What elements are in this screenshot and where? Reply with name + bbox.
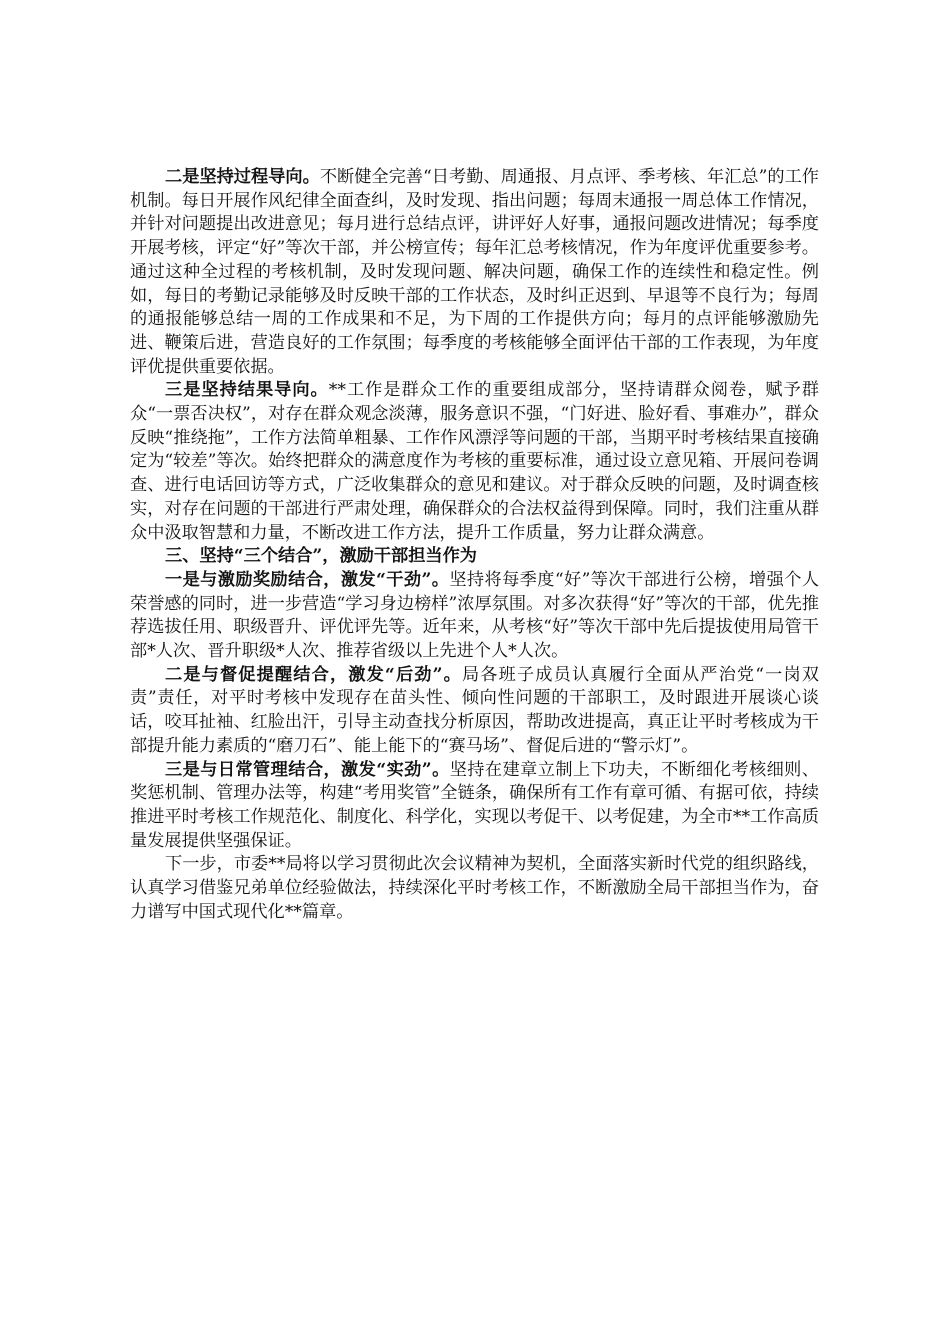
paragraph-result-orientation: [130, 379, 819, 545]
section-heading-three-combinations: 三、坚持“三个结合”，激励干部担当作为: [165, 546, 477, 567]
paragraph-text: 下一步，市委**局将以学习贯彻此次会议精神为契机，全面落实新时代党的组织路线，认真学习借鉴兄弟单位经验做法，持续深化平时考核工作，不断激励全局干部担当作为，奋力谱写中国式现代化**篇章。: [130, 854, 819, 922]
paragraph-lead: 一是与激励奖励结合，激发“干劲”。: [165, 569, 450, 590]
paragraph-lead: 三是坚持结果导向。: [165, 380, 329, 401]
paragraph-process-orientation: [130, 166, 819, 379]
document-body: [130, 166, 819, 925]
paragraph-text: 坚持将每季度“好”等次干部进行公榜，增强个人荣誉感的同时，进一步营造“学习身边榜样”浓厚氛围。对多次获得“好”等次的干部，优先推荐选拔任用、职级晋升、评优评先等。近年来，从考核“好”等次干部中先后提拔使用局管干部*人次、晋升职级*人次、推荐省级以上先进个人*人次。: [130, 569, 820, 662]
paragraph-text: 不断健全完善“日考勤、周通报、月点评、季考核、年汇总”的工作机制。每日开展作风纪律全面查纠，及时发现、指出问题；每周末通报一周总体工作情况，并针对问题提出改进意见；每月进行总结点评，讲评好人好事，通报问题改进情况；每季度开展考核，评定“好”等次干部，并公榜宣传；每年汇总考核情况，作为年度评优重要参考。通过这种全过程的考核机制，及时发现问题、解决问题，确保工作的连续性和稳定性。例如，每日的考勤记录能够及时反映干部的工作状态，及时纠正迟到、早退等不良行为；每周的通报能够总结一周的工作成果和不足，为下周的工作提供方向；每月的点评能够激励先进、鞭策后进，营造良好的工作氛围；每季度的考核能够全面评估干部的工作表现，为年度评优提供重要依据。: [130, 167, 819, 377]
paragraph-daily-management: [130, 759, 819, 854]
paragraph-supervision-reminder: [130, 664, 819, 759]
paragraph-text: 局各班子成员认真履行全面从严治党“一岗双责”责任，对平时考核中发现存在苗头性、倾向性问题的干部职工，及时跟进开展谈心谈话，咬耳扯袖、红脸出汗，引导主动查找分析原因，帮助改进提高，真正让平时考核成为干部提升能力素质的“磨刀石”、能上能下的“赛马场”、督促后进的“警示灯”。: [130, 664, 819, 756]
paragraph-next-steps: [130, 853, 819, 924]
paragraph-lead: 二是与督促提醒结合，激发“后劲”。: [165, 664, 462, 685]
paragraph-text: 坚持在建章立制上下功夫，不断细化考核细则、奖惩机制、管理办法等，构建“考用奖管”全链条，确保所有工作有章可循、有据可依，持续推进平时考核工作规范化、制度化、科学化，实现以考促干、以考促建，为全市**工作高质量发展提供坚强保证。: [130, 759, 819, 851]
paragraph-text: **工作是群众工作的重要组成部分，坚持请群众阅卷，赋予群众“一票否决权”，对存在群众观念淡薄，服务意识不强，“门好进、脸好看、事难办”，群众反映“推绕拖”，工作方法简单粗暴、工作作风漂浮等问题的干部，当期平时考核结果直接确定为“较差”等次。始终把群众的满意度作为考核的重要标准，通过设立意见箱、开展问卷调查、进行电话回访等方式，广泛收集群众的意见和建议。对于群众反映的问题，及时调查核实，对存在问题的干部进行严肃处理，确保群众的合法权益得到保障。同时，我们注重从群众中汲取智慧和力量，不断改进工作方法，提升工作质量，努力让群众满意。: [130, 380, 819, 543]
paragraph-incentive-reward: [130, 569, 819, 664]
paragraph-lead: 二是坚持过程导向。: [165, 167, 320, 187]
paragraph-lead: 三是与日常管理结合，激发“实劲”。: [165, 759, 450, 780]
